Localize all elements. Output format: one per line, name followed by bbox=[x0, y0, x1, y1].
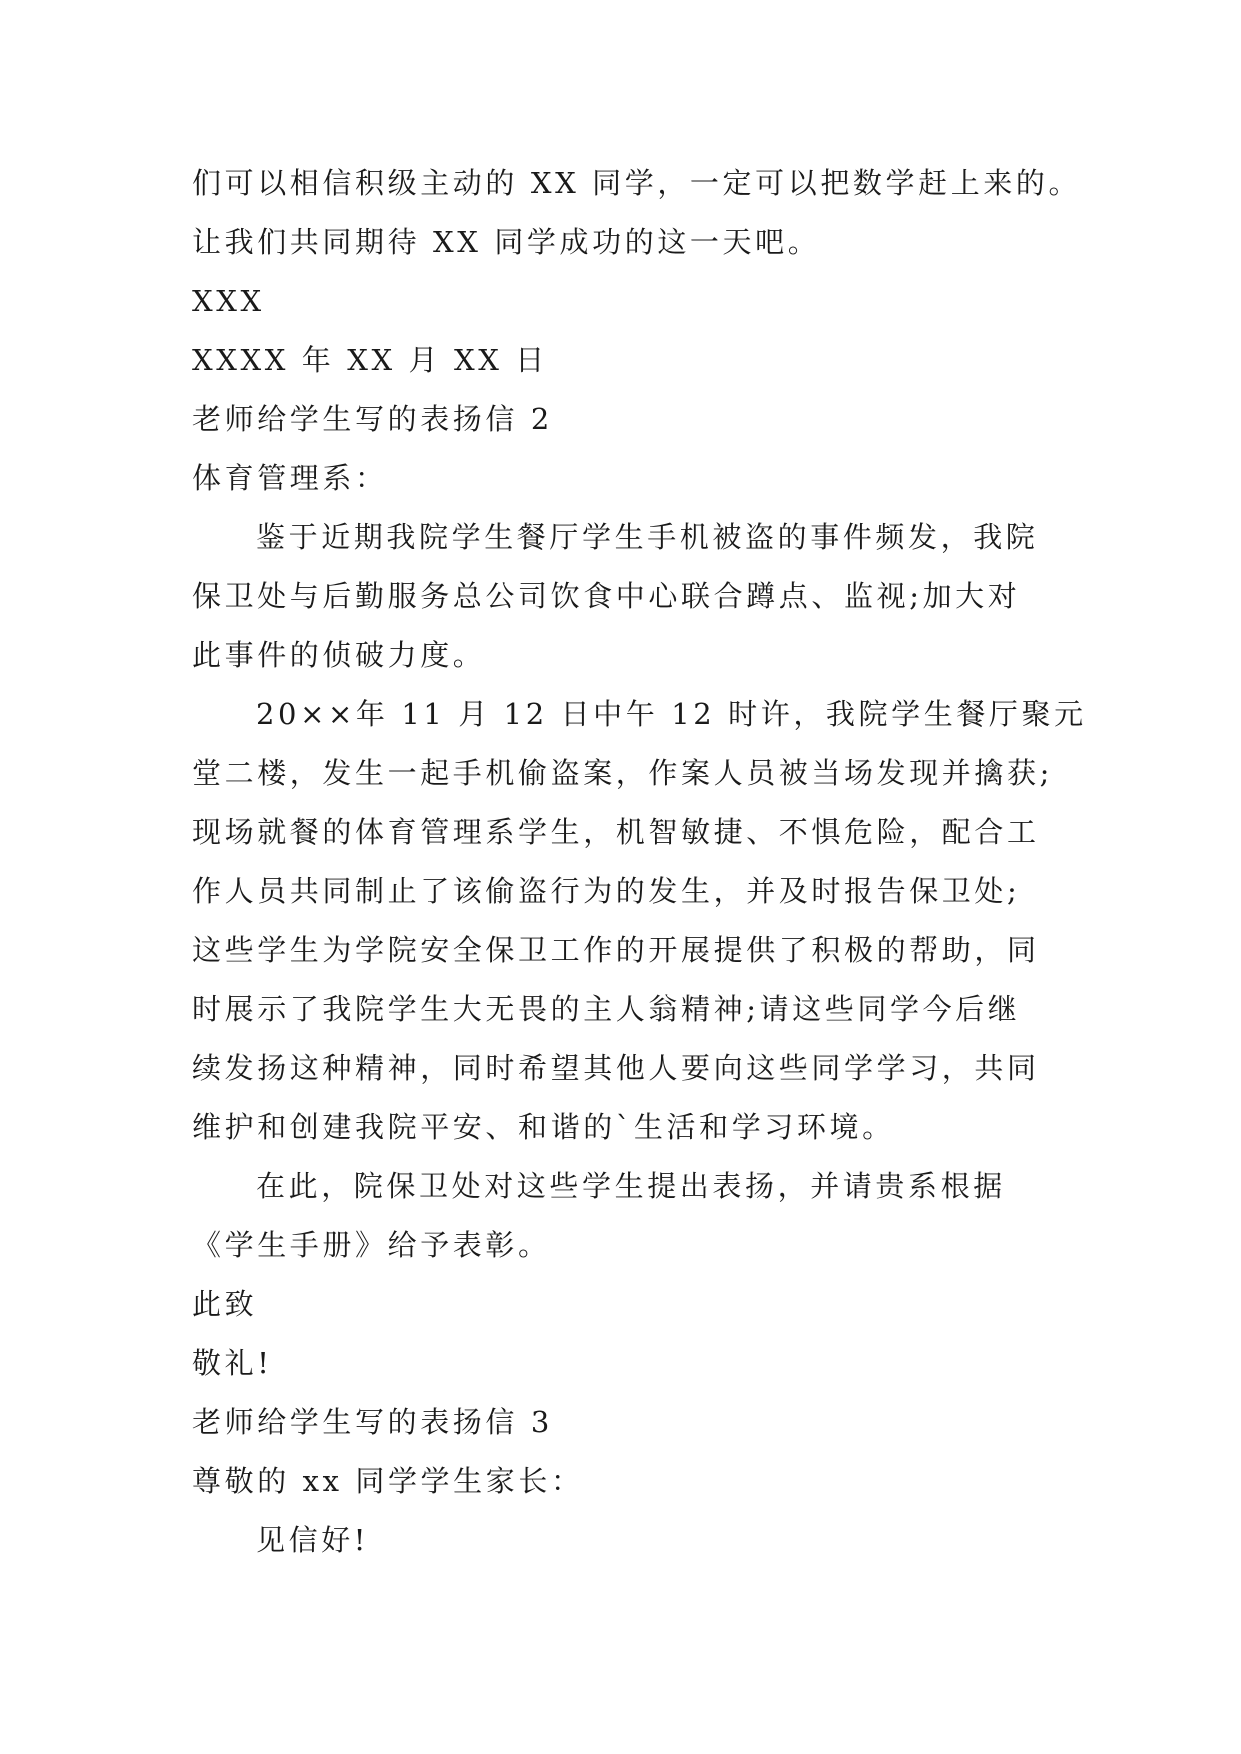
paragraph-line: 在此，院保卫处对这些学生提出表扬，并请贵系根据 bbox=[256, 1169, 1006, 1203]
paragraph-line: 20××年 11 月 12 日中午 12 时许，我院学生餐厅聚元 bbox=[256, 697, 1087, 731]
closing-line: 此致 bbox=[192, 1287, 258, 1321]
signature-name: XXX bbox=[192, 284, 265, 318]
paragraph-line: 此事件的侦破力度。 bbox=[192, 638, 486, 672]
paragraph-line: 让我们共同期待 XX 同学成功的这一天吧。 bbox=[192, 225, 821, 259]
paragraph-line: 时展示了我院学生大无畏的主人翁精神;请这些同学今后继 bbox=[192, 992, 1021, 1026]
letter-title: 老师给学生写的表扬信 2 bbox=[192, 402, 553, 436]
document-body bbox=[192, 154, 1087, 1570]
paragraph-line: 作人员共同制止了该偷盗行为的发生，并及时报告保卫处; bbox=[192, 874, 1021, 908]
paragraph-line: 鉴于近期我院学生餐厅学生手机被盗的事件频发，我院 bbox=[256, 520, 1039, 554]
letter-salutation: 体育管理系： bbox=[192, 461, 388, 495]
paragraph-line: 现场就餐的体育管理系学生，机智敏捷、不惧危险，配合工 bbox=[192, 815, 1040, 849]
closing-line: 敬礼! bbox=[192, 1346, 273, 1380]
paragraph-line: 维护和创建我院平安、和谐的`生活和学习环境。 bbox=[192, 1110, 895, 1144]
paragraph-line: 们可以相信积级主动的 XX 同学，一定可以把数学赶上来的。 bbox=[192, 166, 1082, 200]
paragraph-line: 这些学生为学院安全保卫工作的开展提供了积极的帮助，同 bbox=[192, 933, 1040, 967]
paragraph-line: 《学生手册》给予表彰。 bbox=[192, 1228, 551, 1262]
greeting-line: 见信好! bbox=[256, 1523, 370, 1557]
paragraph-line: 续发扬这种精神，同时希望其他人要向这些同学学习，共同 bbox=[192, 1051, 1040, 1085]
letter-title: 老师给学生写的表扬信 3 bbox=[192, 1405, 553, 1439]
letter-salutation: 尊敬的 xx 同学学生家长： bbox=[192, 1464, 584, 1498]
signature-date: XXXX 年 XX 月 XX 日 bbox=[192, 343, 548, 377]
paragraph-line: 保卫处与后勤服务总公司饮食中心联合蹲点、监视;加大对 bbox=[192, 579, 1021, 613]
paragraph-line: 堂二楼，发生一起手机偷盗案，作案人员被当场发现并擒获; bbox=[192, 756, 1053, 790]
